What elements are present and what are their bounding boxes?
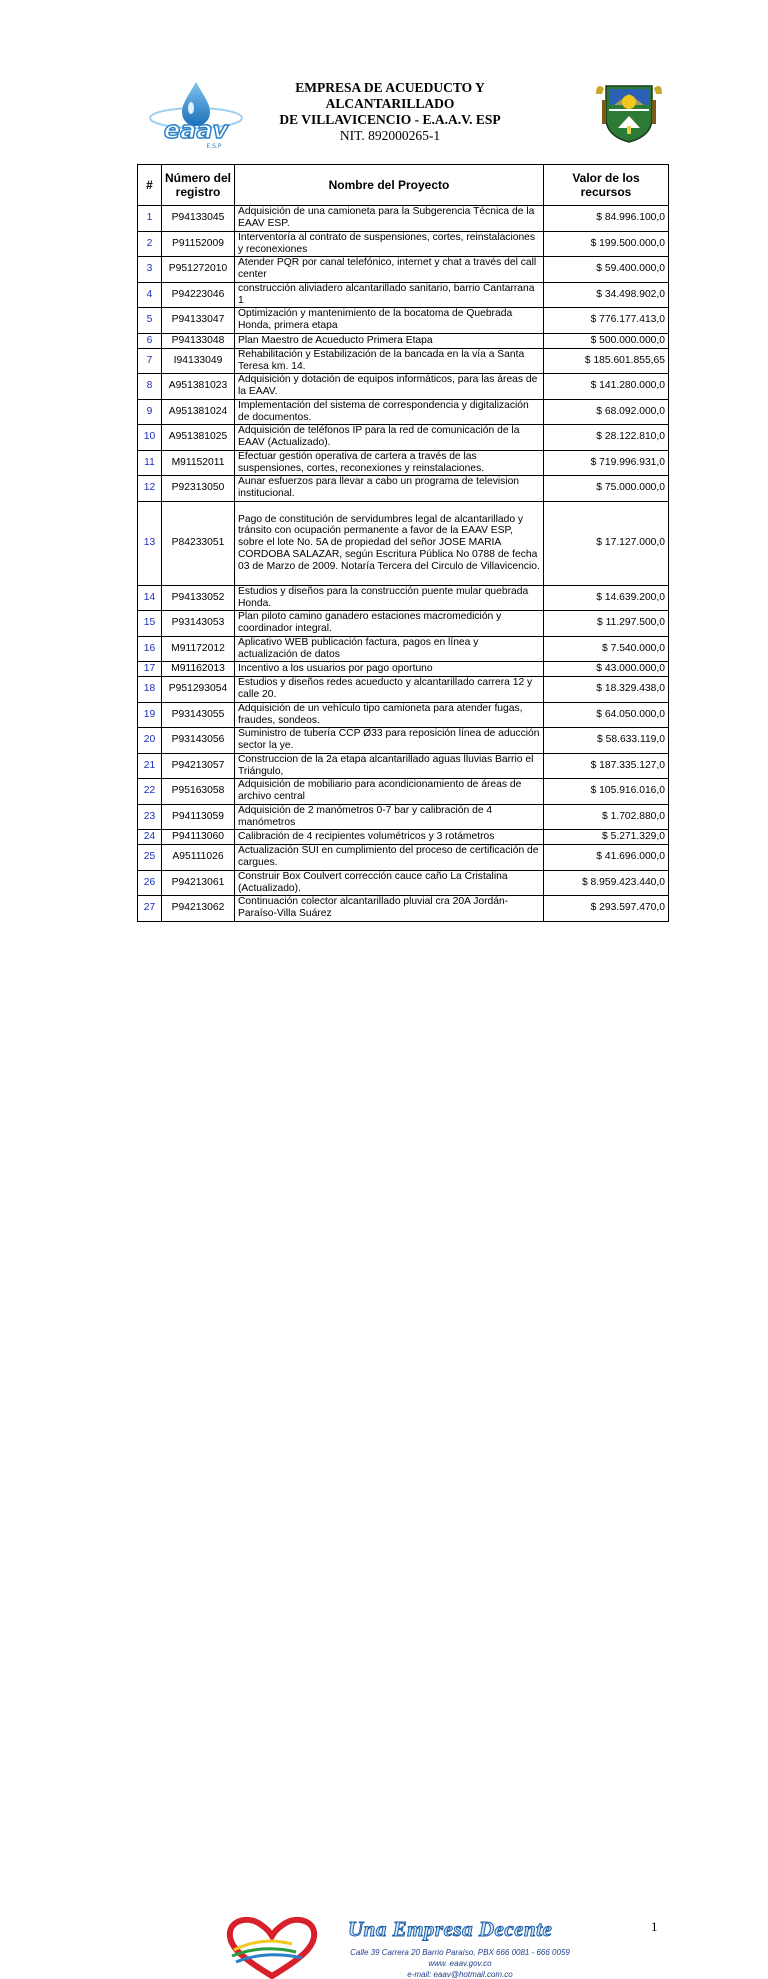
row-number: 8 [138,374,162,400]
row-number: 21 [138,753,162,779]
table-row [138,804,669,830]
valor-cell: $ 17.127.000,0 [544,501,669,585]
table-row [138,845,669,871]
header-nombre: Nombre del Proyecto [235,165,544,206]
registro-cell: P94113060 [162,830,235,845]
valor-cell: $ 185.601.855,65 [544,348,669,374]
valor-cell: $ 43.000.000,0 [544,662,669,677]
nombre-cell: Efectuar gestión operativa de cartera a través de las suspensiones, cortes, reconexiones y reinstalaciones. [235,450,544,476]
row-number: 6 [138,333,162,348]
nombre-cell: Actualización SUI en cumplimiento del proceso de certificación de cargues. [235,845,544,871]
valor-cell: $ 5.271.329,0 [544,830,669,845]
row-number: 24 [138,830,162,845]
nombre-cell: construcción aliviadero alcantarillado sanitario, barrio Cantarrana 1 [235,282,544,308]
registro-cell: P94223046 [162,282,235,308]
company-name-line2: DE VILLAVICENCIO - E.A.A.V. ESP [279,112,501,127]
footer-address: Calle 39 Carrera 20 Barrio Paraíso, PBX 666 0081 - 666 0059 [350,1948,570,1957]
table-row [138,282,669,308]
table-row [138,348,669,374]
table-row [138,702,669,728]
document-footer [0,955,768,1979]
nombre-cell: Rehabilitación y Estabilización de la bancada en la vía a Santa Teresa km. 14. [235,348,544,374]
row-number: 7 [138,348,162,374]
row-number: 5 [138,308,162,334]
row-number: 14 [138,585,162,611]
valor-cell: $ 199.500.000,0 [544,231,669,257]
nombre-cell: Adquisición de una camioneta para la Subgerencia Técnica de la EAAV ESP. [235,206,544,232]
nombre-cell: Pago de constitución de servidumbres legal de alcantarillado y tránsito con ocupación permanente a favor de la EAAV ESP, sobre el lote No. 5A de propiedad del señor JOSE MARIA CORDOBA SALAZAR, según Escritura Pública No 0788 de fecha 03 de Marzo de 2009. Notaría Tercera del Circulo de Villavicencio. [235,501,544,585]
row-number: 13 [138,501,162,585]
company-name-line1: EMPRESA DE ACUEDUCTO Y ALCANTARILLADO [295,80,485,111]
row-number: 18 [138,677,162,703]
company-nit: NIT. 892000265-1 [339,128,441,143]
table-row [138,399,669,425]
table-row [138,636,669,662]
valor-cell: $ 293.597.470,0 [544,896,669,922]
table-row [138,333,669,348]
valor-cell: $ 11.297.500,0 [544,611,669,637]
valor-cell: $ 187.335.127,0 [544,753,669,779]
villavicencio-coat-of-arms-icon [594,80,664,144]
row-number: 23 [138,804,162,830]
table-row [138,611,669,637]
row-number: 1 [138,206,162,232]
valor-cell: $ 14.639.200,0 [544,585,669,611]
table-row [138,425,669,451]
registro-cell: A951381025 [162,425,235,451]
registro-cell: P94133047 [162,308,235,334]
row-number: 15 [138,611,162,637]
registro-cell: P93143053 [162,611,235,637]
nombre-cell: Aplicativo WEB publicación factura, pagos en línea y actualización de datos [235,636,544,662]
table-row [138,830,669,845]
row-number: 27 [138,896,162,922]
registro-cell: P951272010 [162,257,235,283]
row-number: 2 [138,231,162,257]
table-row [138,206,669,232]
valor-cell: $ 18.329.438,0 [544,677,669,703]
table-row [138,728,669,754]
table-row [138,501,669,585]
valor-cell: $ 68.092.000,0 [544,399,669,425]
registro-cell: P94213062 [162,896,235,922]
nombre-cell: Plan Maestro de Acueducto Primera Etapa [235,333,544,348]
header-number: # [138,165,162,206]
nombre-cell: Atender PQR por canal telefónico, internet y chat a través del call center [235,257,544,283]
nombre-cell: Plan piloto camino ganadero estaciones macromedición y coordinador integral. [235,611,544,637]
registro-cell: P93143056 [162,728,235,754]
page-number: 1 [651,1919,658,1934]
registro-cell: A951381024 [162,399,235,425]
nombre-cell: Adquisición y dotación de equipos informáticos, para las áreas de la EAAV. [235,374,544,400]
registro-cell: P94133052 [162,585,235,611]
registro-cell: P92313050 [162,476,235,502]
valor-cell: $ 58.633.119,0 [544,728,669,754]
nombre-cell: Estudios y diseños para la construcción puente mular quebrada Honda. [235,585,544,611]
nombre-cell: Estudios y diseños redes acueducto y alcantarillado carrera 12 y calle 20. [235,677,544,703]
valor-cell: $ 141.280.000,0 [544,374,669,400]
registro-cell: P94213061 [162,870,235,896]
valor-cell: $ 500.000.000,0 [544,333,669,348]
company-name [232,80,548,128]
registro-cell: M91162013 [162,662,235,677]
registro-cell: P951293054 [162,677,235,703]
nombre-cell: Construccion de la 2a etapa alcantarillado aguas lluvias Barrio el Triángulo, [235,753,544,779]
nombre-cell: Calibración de 4 recipientes volumétricos y 3 rotámetros [235,830,544,845]
valor-cell: $ 34.498.902,0 [544,282,669,308]
header-registro: Número del registro [162,165,235,206]
valor-cell: $ 105.916.016,0 [544,779,669,805]
registro-cell: M91172012 [162,636,235,662]
header-valor: Valor de los recursos [544,165,669,206]
valor-cell: $ 8.959.423.440,0 [544,870,669,896]
nombre-cell: Continuación colector alcantarillado pluvial cra 20A Jordán-Paraíso-Villa Suárez [235,896,544,922]
row-number: 26 [138,870,162,896]
registro-cell: P94133045 [162,206,235,232]
table-row [138,870,669,896]
row-number: 3 [138,257,162,283]
table-row [138,753,669,779]
row-number: 11 [138,450,162,476]
row-number: 16 [138,636,162,662]
table-header-row [138,165,669,206]
nombre-cell: Construir Box Coulvert corrección cauce caño La Cristalina (Actualizado). [235,870,544,896]
nombre-cell: Adquisición de 2 manómetros 0-7 bar y calibración de 4 manómetros [235,804,544,830]
nombre-cell: Aunar esfuerzos para llevar a cabo un programa de television institucional. [235,476,544,502]
row-number: 12 [138,476,162,502]
table-row [138,677,669,703]
row-number: 4 [138,282,162,308]
nombre-cell: Incentivo a los usuarios por pago oportuno [235,662,544,677]
table-row [138,450,669,476]
row-number: 20 [138,728,162,754]
footer-slogan: Una Empresa Decente [348,1917,553,1941]
document-header [0,0,768,160]
registro-cell: P94213057 [162,753,235,779]
project-registry-table [137,164,669,922]
nombre-cell: Implementación del sistema de correspondencia y digitalización de documentos. [235,399,544,425]
table-body [138,206,669,922]
registro-cell: P93143055 [162,702,235,728]
table-row [138,308,669,334]
valor-cell: $ 64.050.000,0 [544,702,669,728]
nombre-cell: Adquisición de mobiliario para acondicionamiento de áreas de archivo central [235,779,544,805]
registro-cell: P95163058 [162,779,235,805]
valor-cell: $ 28.122.810,0 [544,425,669,451]
valor-cell: $ 84.996.100,0 [544,206,669,232]
table-row [138,231,669,257]
valor-cell: $ 7.540.000,0 [544,636,669,662]
table-row [138,257,669,283]
nombre-cell: Interventoría al contrato de suspensiones, cortes, reinstalaciones y reconexiones [235,231,544,257]
nombre-cell: Suministro de tubería CCP Ø33 para reposición línea de aducción sector la ye. [235,728,544,754]
row-number: 19 [138,702,162,728]
registro-cell: I94133049 [162,348,235,374]
registro-cell: A951381023 [162,374,235,400]
svg-text:eaav: eaav [163,116,229,144]
registro-cell: P91152009 [162,231,235,257]
table-row [138,662,669,677]
nombre-cell: Adquisición de teléfonos IP para la red de comunicación de la EAAV (Actualizado). [235,425,544,451]
registro-cell: P94113059 [162,804,235,830]
row-number: 17 [138,662,162,677]
valor-cell: $ 1.702.880,0 [544,804,669,830]
eaav-logo [146,78,246,150]
registro-cell: P94133048 [162,333,235,348]
footer-website: www. eaav.gov.co [428,1959,492,1968]
registro-cell: P84233051 [162,501,235,585]
svg-text:E.S.P: E.S.P [206,143,222,150]
valor-cell: $ 41.696.000,0 [544,845,669,871]
nombre-cell: Optimización y mantenimiento de la bocatoma de Quebrada Honda, primera etapa [235,308,544,334]
table-row [138,476,669,502]
table-row [138,779,669,805]
row-number: 9 [138,399,162,425]
table-row [138,896,669,922]
row-number: 22 [138,779,162,805]
heart-logo-icon [222,1916,322,1979]
registro-cell: A95111026 [162,845,235,871]
row-number: 10 [138,425,162,451]
footer-email: e-mail: eaav@hotmail.com.co [407,1970,513,1979]
valor-cell: $ 776.177.413,0 [544,308,669,334]
valor-cell: $ 75.000.000,0 [544,476,669,502]
table-row [138,585,669,611]
registro-cell: M91152011 [162,450,235,476]
nombre-cell: Adquisición de un vehículo tipo camioneta para atender fugas, fraudes, sondeos. [235,702,544,728]
row-number: 25 [138,845,162,871]
valor-cell: $ 59.400.000,0 [544,257,669,283]
table-row [138,374,669,400]
valor-cell: $ 719.996.931,0 [544,450,669,476]
